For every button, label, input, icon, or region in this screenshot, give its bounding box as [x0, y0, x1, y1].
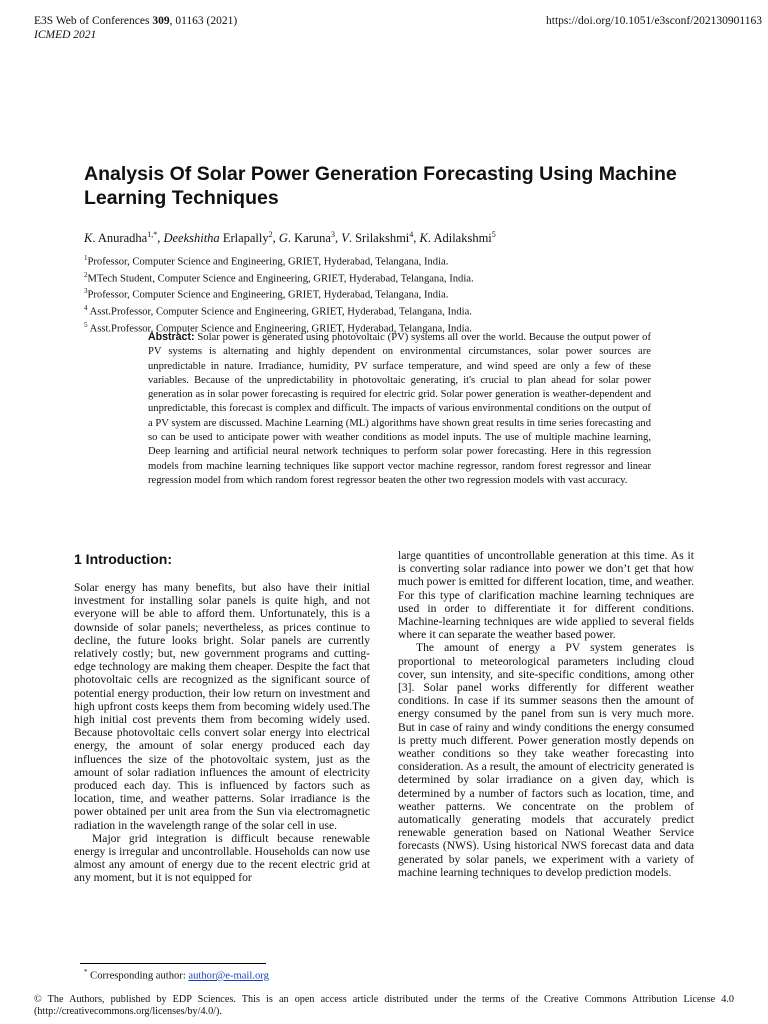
footnote-label: Corresponding author:: [87, 970, 189, 982]
body-paragraph: The amount of energy a PV system generates is proportional to meteorological parameters including cloud cover, sun intensity, and site-specific conditions, among other [3]. Solar panel works differently for different weather conditions. In case if its summer seasons then the amount of energy consumed by the panel from sun is very much more. But in case of rainy and windy conditions the energy consumed is pretty much different. Power generation mostly depends on weather conditions so they take weather forecasting into consideration. As a result, the amount of electricity generated is determined by solar irradiance on a given day, which is determined by a number of factors such as location, time, and weather patterns. We concentrate on the problem of automatically generating models that accurately predict renewable generation based on National Weather Service forecasts (NWS). Using historical NWS forecast data and data generated by solar panels, we experiment with a variety of machine learning techniques to develop prediction models.: [398, 641, 694, 879]
journal-name: E3S Web of Conferences: [34, 15, 150, 27]
section-heading: 1 Introduction:: [74, 551, 172, 567]
journal-issue: , 01163 (2021): [169, 15, 238, 27]
footnote-divider: [80, 963, 266, 964]
author-affil-mark: 3: [330, 230, 335, 239]
author-initial: K: [84, 231, 93, 246]
author-name: Karuna: [294, 231, 331, 246]
abstract-label: Abstract:: [148, 331, 195, 343]
author-separator: .: [348, 231, 356, 246]
doi-link[interactable]: https://doi.org/10.1051/e3sconf/202130901163: [546, 15, 762, 27]
author-affil-mark: 2: [268, 230, 273, 239]
affiliation-item: [84, 302, 474, 319]
affiliation-list: [84, 252, 474, 336]
affiliation-text: Asst.Professor, Computer Science and Engineering, GRIET, Hyderabad, Telangana, India.: [87, 306, 472, 318]
author-separator: .: [92, 231, 98, 246]
journal-volume: 309: [152, 15, 170, 27]
affiliation-text: Professor, Computer Science and Engineering, GRIET, Hyderabad, Telangana, India.: [87, 256, 449, 268]
footnote: [84, 968, 269, 982]
author-initial: K: [419, 231, 428, 246]
author-separator: .: [427, 231, 434, 246]
body-paragraph: Major grid integration is difficult because renewable energy is irregular and uncontrollable. Households can now use almost any amount of energy due to the recent electric grid at any moment, but it is not equipped for: [74, 831, 370, 885]
author-affil-mark: 4: [409, 230, 414, 239]
author-initial: G: [278, 231, 288, 246]
running-header-left: [34, 14, 237, 42]
affiliation-number: 5: [84, 320, 88, 329]
body-column-right: [398, 549, 694, 879]
journal-line: [34, 14, 237, 28]
affiliation-text: Professor, Computer Science and Engineering, GRIET, Hyderabad, Telangana, India.: [87, 290, 449, 301]
affiliation-item: [84, 269, 474, 286]
author-affil-mark: 1,*: [147, 230, 158, 239]
abstract-text: Solar power is generated using photovoltaic (PV) systems all over the world. Because the output power of PV systems is alternating and highly dependent on environmental circumstances, solar power sources are unpredictable in nature. Irradiance, humidity, PV surface temperature, and wind speed are only a few of these variables. Because of the unpredictability in photovoltaic generating, it's crucial to plan ahead for solar power generation as in solar power forecasting is required for electric grid. Solar power generation is weather-dependent and unpredictable, this forecast is complex and difficult. The impacts of various environmental conditions on the output of a PV system are discussed. Machine Learning (ML) algorithms have shown great results in time series forecasting and so can be used to anticipate power with weather conditions as model inputs. The use of multiple machine learning, Deep learning and artificial neural network techniques to perform solar power forecasting. Here in this regression models from machine learning techniques like support vector machine regressor, random forest regressor and linear regression model from which random forest regressor beaten the other two regression models with vast accuracy.: [148, 332, 651, 486]
affiliation-number: 2: [84, 270, 88, 279]
body-column-left: [74, 549, 370, 885]
affiliation-text: Asst.Professor, Computer Science and Engineering, GRIET, Hyderabad, Telangana, India.: [87, 323, 472, 335]
body-paragraph: Solar energy has many benefits, but also have their initial investment for installing solar panels is quite high, and not everyone will be able to afford them. Unfortunately, this is a downside of solar panels; nevertheless, as prices continue to decline, the future looks bright. Solar panels are currently relatively costly; but, new government programs and cutting-edge technology are making them cheaper. Despite the fact that photovoltaic cells are recognized as the significant source of potential energy production, their low return on investment and high upfront costs keeps them from becoming widely used.The high initial cost prevents them from becoming widely used. Because photovoltaic cells convert solar energy into electrical energy, the amount of solar energy produced each day influences the size of the photovoltaic system, just as the amount of solar radiation influences the amount of electricity produced each day. This is influenced by factors such as location, time, and weather patterns. Solar irradiance is the power obtained per unit area from the Sun via electromagnetic radiation in the wavelength range of the solar cell in use.: [74, 581, 370, 832]
affiliation-text: MTech Student, Computer Science and Engineering, GRIET, Hyderabad, Telangana, India.: [87, 273, 474, 285]
affiliation-item: [84, 252, 474, 269]
paper-title: Analysis Of Solar Power Generation Forecasting Using Machine Learning Techniques: [84, 163, 677, 209]
author-name: Erlapally: [222, 231, 269, 246]
corresponding-email-link[interactable]: author@e-mail.org: [188, 970, 269, 982]
license-notice: © The Authors, published by EDP Sciences. This is an open access article distributed under the terms of the Creative Commons Attribution License 4.0 (http://creativecommons.org/licenses/by/4.0/).: [34, 994, 734, 1017]
author-separator: .: [287, 231, 295, 246]
affiliation-item: [84, 285, 474, 302]
author-initial: V: [341, 231, 349, 246]
affiliation-number: 3: [84, 287, 88, 296]
author-name: Adilakshmi: [433, 231, 492, 246]
author-affil-mark: 5: [491, 230, 496, 239]
affiliation-number: 4: [84, 304, 88, 313]
conference-name: ICMED 2021: [34, 29, 97, 41]
affiliation-number: 1: [84, 254, 88, 262]
abstract: [148, 330, 651, 488]
author-name: Srilakshmi: [355, 231, 410, 246]
author-initial: Deekshitha: [163, 231, 220, 246]
author-list: K. Anuradha$^{1,*}$, Deekshitha Erlapally$^2$, G. Karuna$^3$, V. Srilakshmi$^4$, K. Adilakshmi$^5$: [84, 230, 496, 246]
author-name: Anuradha: [97, 231, 148, 246]
body-paragraph: large quantities of uncontrollable generation at this time. As it is converting solar radiance into power we don’t get that how much power is emitted for different location, time, and weather. For this type of clarification machine learning techniques are used in order to differentiate it for different conditions. Machine-learning techniques are wide applied to several fields where it can separate the weather based power.: [398, 549, 694, 642]
footnote-mark: *: [84, 968, 88, 976]
